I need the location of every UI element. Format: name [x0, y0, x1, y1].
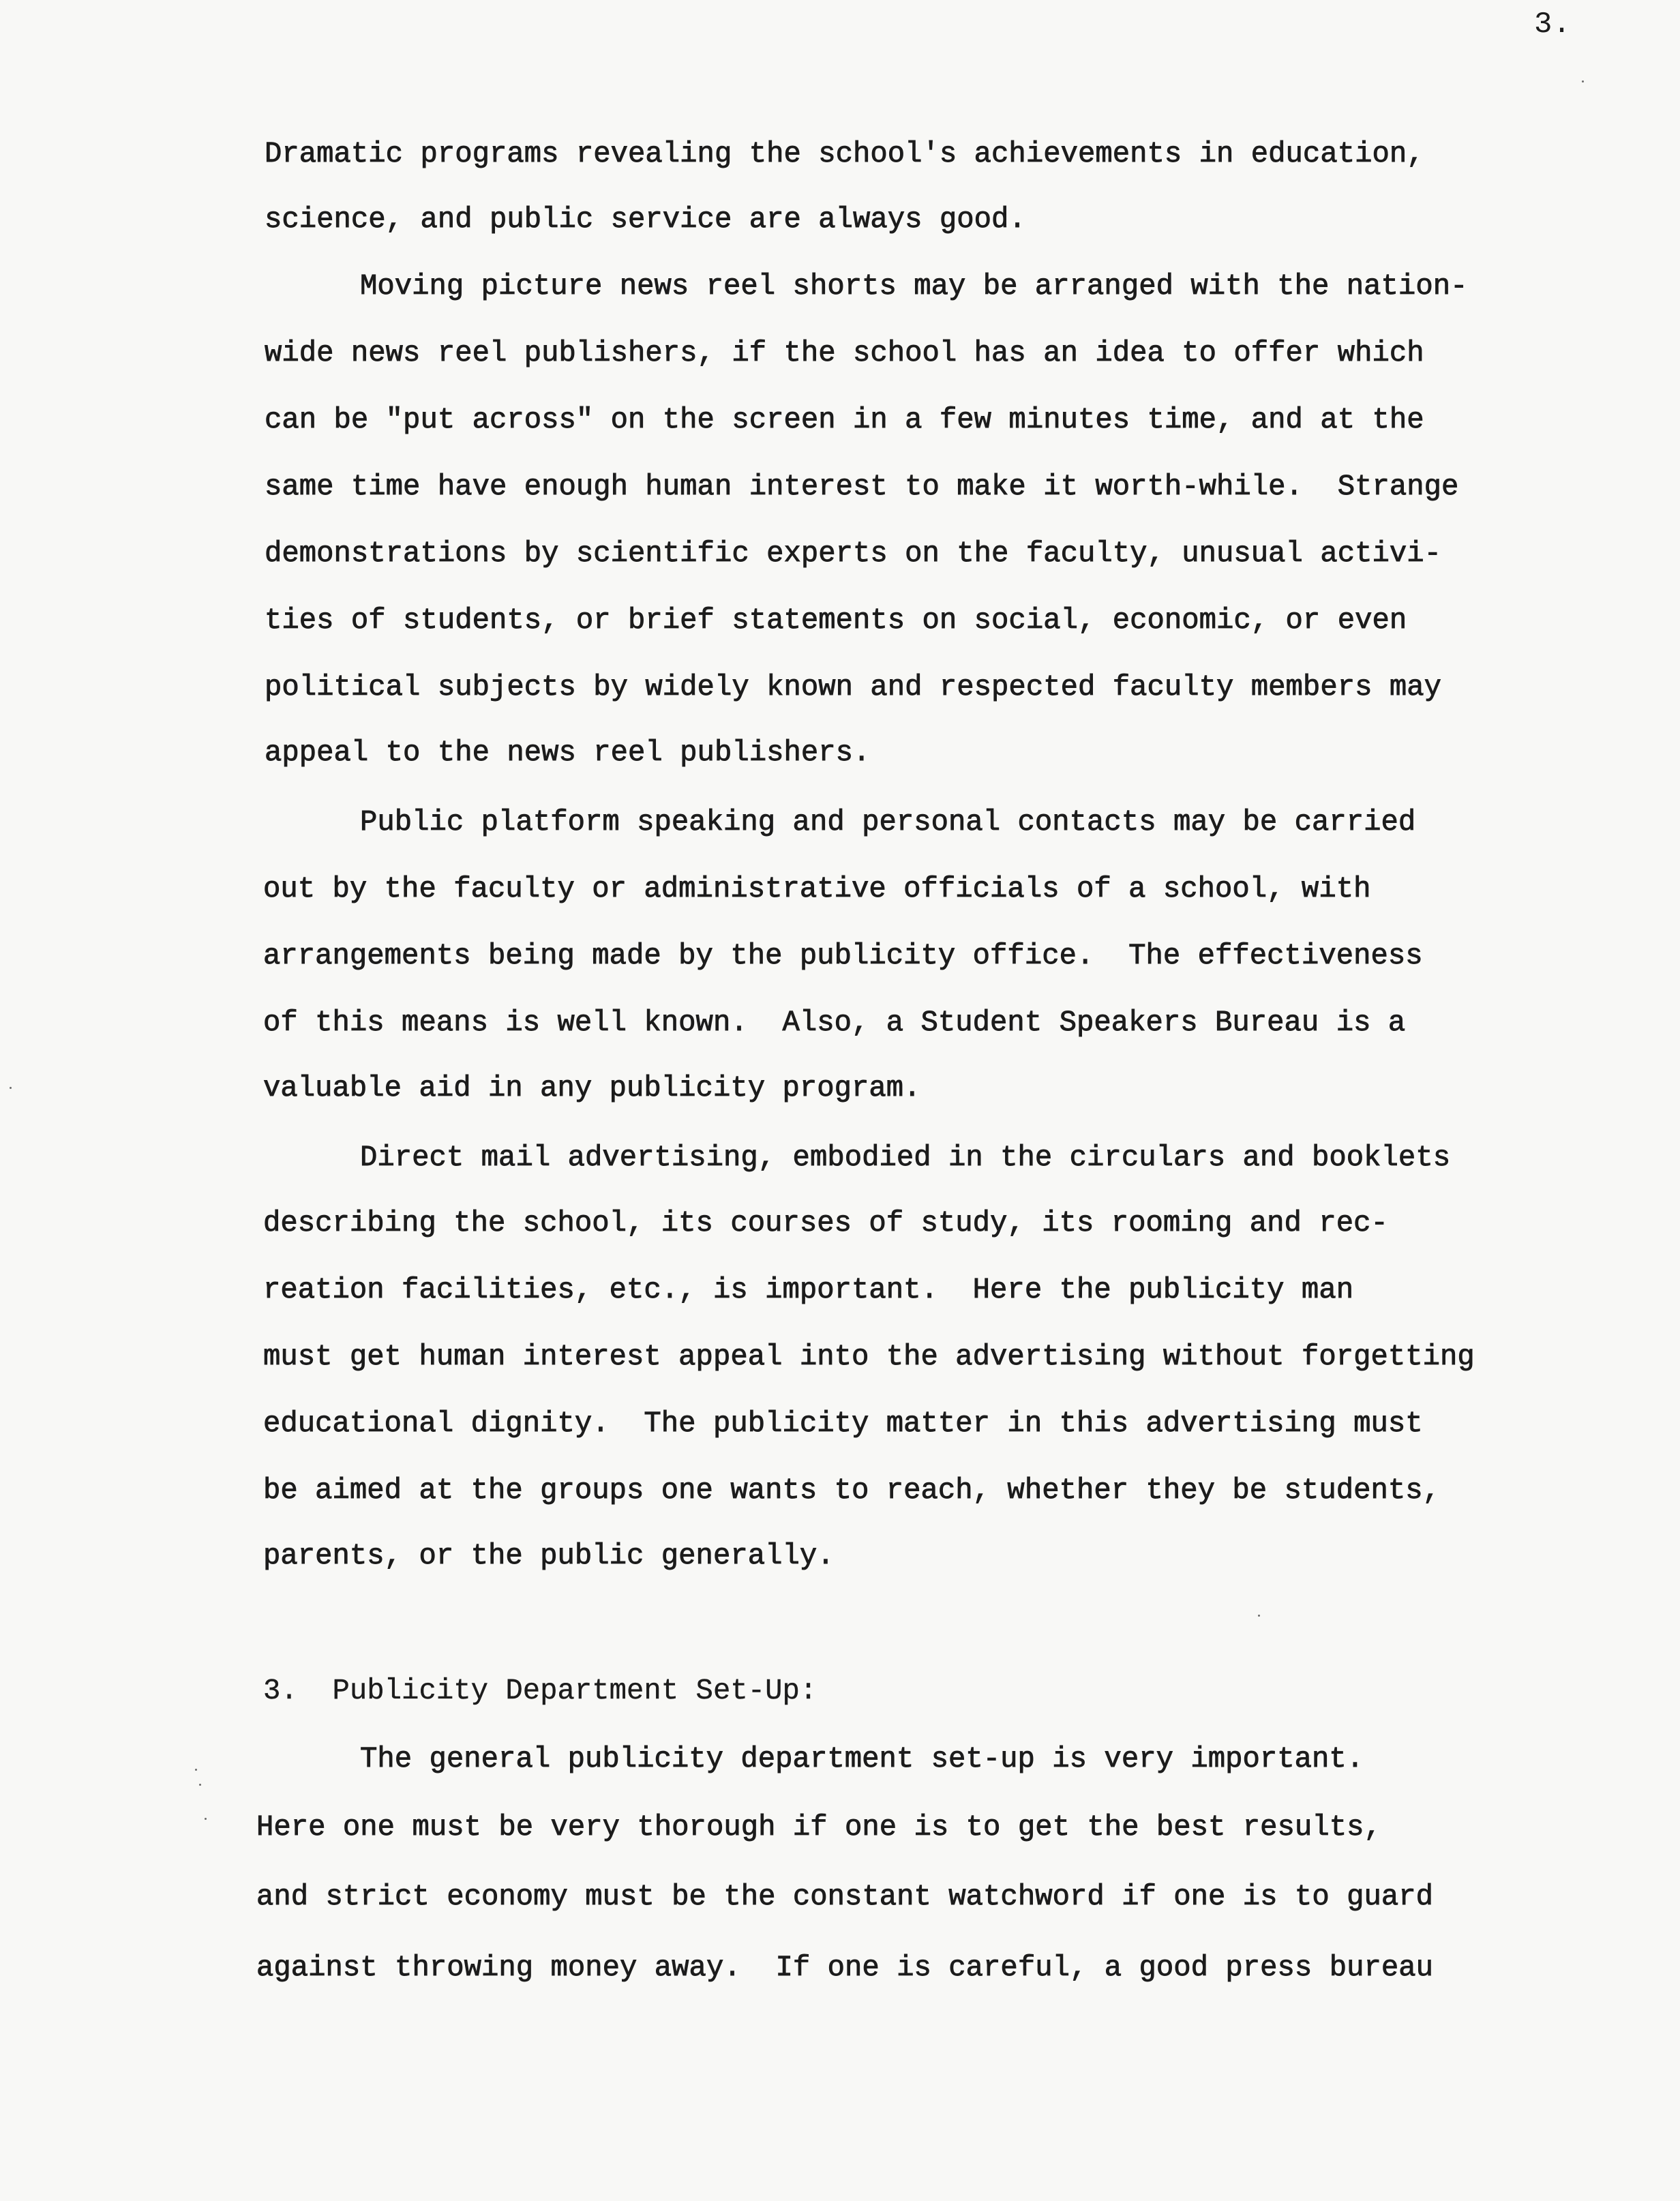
paragraph-2-line-8: appeal to the news reel publishers. [265, 736, 871, 769]
scan-speck [1582, 80, 1584, 83]
paragraph-2-line-3: can be "put across" on the screen in a few minutes time, and at the [265, 404, 1424, 436]
section-heading: 3. Publicity Department Set-Up: [263, 1675, 817, 1707]
scan-speck [199, 1784, 201, 1786]
paragraph-3-line-2: out by the faculty or administrative officials of a school, with [263, 873, 1371, 905]
paragraph-2-line-1: Moving picture news reel shorts may be arranged with the nation- [360, 270, 1468, 303]
paragraph-4-line-1: Direct mail advertising, embodied in the circulars and booklets [360, 1141, 1451, 1174]
page-number: 3. [1534, 8, 1572, 42]
section-line-4: against throwing money away. If one is careful, a good press bureau [256, 1951, 1433, 1984]
paragraph-1-line-1: Dramatic programs revealing the school's achievements in education, [265, 138, 1424, 170]
section-line-2: Here one must be very thorough if one is to get the best results, [256, 1811, 1381, 1844]
paragraph-2-line-2: wide news reel publishers, if the school has an idea to offer which [265, 337, 1424, 370]
paragraph-2-line-6: ties of students, or brief statements on social, economic, or even [265, 604, 1407, 637]
paragraph-4-line-2: describing the school, its courses of study, its rooming and rec- [263, 1207, 1388, 1240]
paragraph-4-line-4: must get human interest appeal into the advertising without forgetting [263, 1341, 1475, 1373]
paragraph-2-line-5: demonstrations by scientific experts on the faculty, unusual activi- [265, 537, 1441, 570]
paragraph-2-line-7: political subjects by widely known and respected faculty members may [265, 671, 1441, 704]
paragraph-4-line-3: reation facilities, etc., is important. Here the publicity man [263, 1274, 1354, 1306]
scan-speck [1258, 1615, 1260, 1617]
paragraph-1-line-2: science, and public service are always good. [265, 203, 1026, 236]
scan-speck [205, 1818, 207, 1820]
paragraph-3-line-5: valuable aid in any publicity program. [263, 1072, 921, 1105]
section-line-3: and strict economy must be the constant watchword if one is to guard [256, 1881, 1433, 1913]
scan-speck [195, 1769, 197, 1771]
paragraph-4-line-5: educational dignity. The publicity matter in this advertising must [263, 1407, 1423, 1440]
paragraph-4-line-6: be aimed at the groups one wants to reach, whether they be students, [263, 1474, 1440, 1507]
paragraph-3-line-4: of this means is well known. Also, a Student Speakers Bureau is a [263, 1006, 1406, 1039]
paragraph-2-line-4: same time have enough human interest to make it worth-while. Strange [265, 470, 1459, 503]
scan-speck [10, 1087, 12, 1089]
paragraph-3-line-3: arrangements being made by the publicity office. The effectiveness [263, 940, 1423, 972]
paragraph-4-line-7: parents, or the public generally. [263, 1540, 835, 1572]
paragraph-3-line-1: Public platform speaking and personal contacts may be carried [360, 806, 1416, 839]
section-line-1: The general publicity department set-up is very important. [360, 1743, 1364, 1776]
